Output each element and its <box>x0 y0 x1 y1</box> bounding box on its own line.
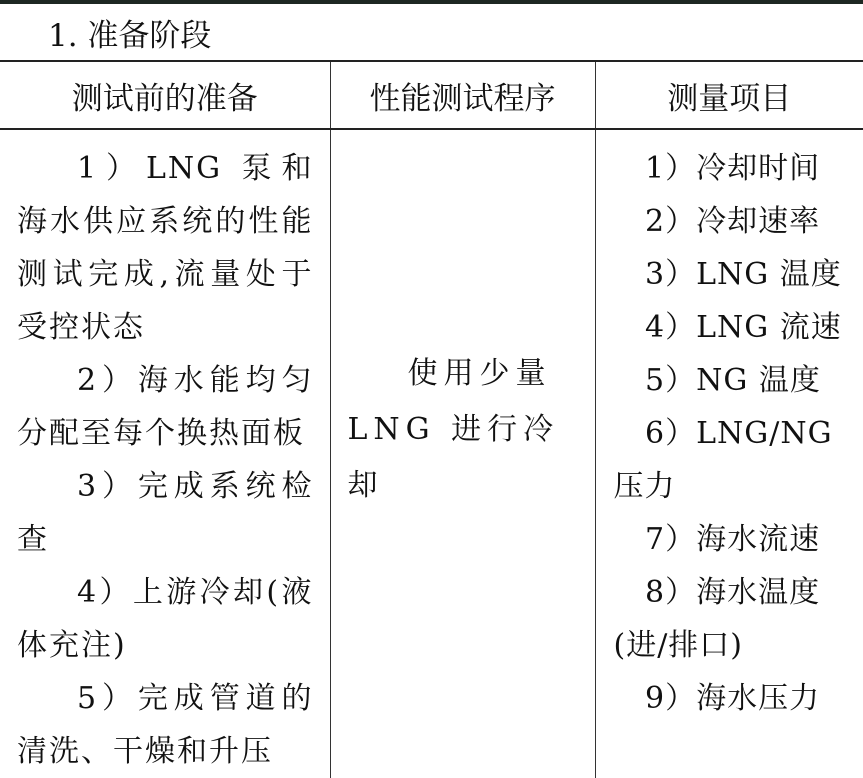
measurement-item: 6）LNG/NG 压力 <box>613 416 833 504</box>
measurement-item: 2）冷却速率 <box>645 204 821 239</box>
test-table <box>0 62 863 778</box>
procedure-cell <box>330 129 595 778</box>
preparation-item: 3）完成系统检查 <box>17 469 314 557</box>
procedure-text: 使用少量LNG 进行冷却 <box>347 356 560 503</box>
measurement-item: 7）海水流速 <box>645 522 821 557</box>
header-preparation: 测试前的准备 <box>0 62 330 129</box>
table-row <box>0 129 863 778</box>
measurement-item: 4）LNG 流速 <box>645 310 842 345</box>
table-header-row <box>0 62 863 129</box>
section-title: 1. 准备阶段 <box>0 4 863 62</box>
preparation-cell <box>0 129 330 778</box>
header-measurements: 测量项目 <box>595 62 863 129</box>
measurement-item: 9）海水压力 <box>645 681 821 716</box>
preparation-item: 2）海水能均匀分配至每个换热面板 <box>17 363 314 451</box>
header-procedure: 性能测试程序 <box>330 62 595 129</box>
preparation-item: 4）上游冷却(液体充注) <box>17 575 314 663</box>
measurement-item: 3）LNG 温度 <box>645 257 842 292</box>
measurement-item: 1）冷却时间 <box>645 151 821 186</box>
measurement-item: 8）海水温度(进/排口) <box>613 575 821 663</box>
measurements-cell <box>595 129 863 778</box>
preparation-item: 1）LNG 泵和海水供应系统的性能测试完成,流量处于受控状态 <box>17 151 314 345</box>
preparation-item: 5）完成管道的清洗、干燥和升压 <box>17 681 314 769</box>
measurement-item: 5）NG 温度 <box>645 363 821 398</box>
